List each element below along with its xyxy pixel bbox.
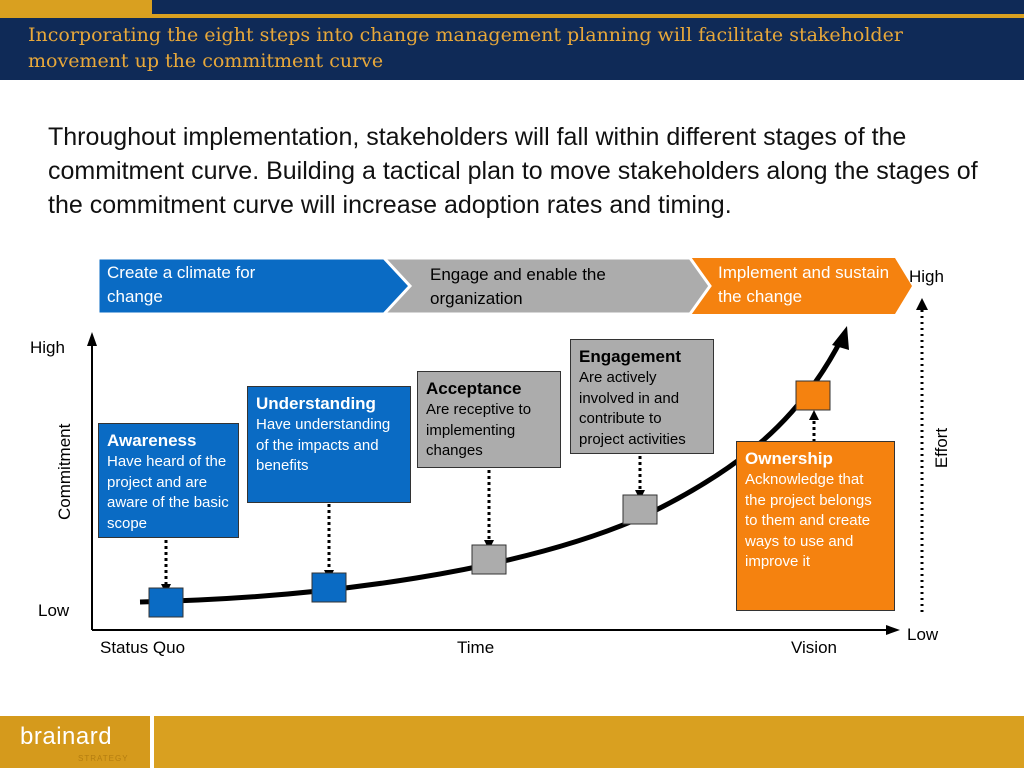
stage-box-acceptance [417, 371, 561, 468]
stage-description: Have heard of the project and are aware of the basic scope [107, 453, 229, 532]
y-axis-high-label: High [30, 338, 65, 357]
stage-description: Are receptive to implementing changes [426, 401, 532, 459]
effort-axis-title: Effort [932, 427, 951, 469]
stage-title: Understanding [256, 394, 376, 413]
brand-logo: brainard [20, 723, 113, 750]
y-axis-low-label: Low [38, 601, 70, 620]
phase-label-2: Engage and enable the organization [430, 265, 606, 308]
stage-box-understanding [247, 386, 411, 503]
x-axis-start-label: Status Quo [100, 638, 186, 657]
marker-acceptance [472, 545, 506, 574]
marker-ownership [796, 381, 830, 410]
slide-title: Incorporating the eight steps into change management planning will facilitate stakeholder movement up the commitment curve [28, 24, 903, 72]
marker-engagement [623, 495, 657, 524]
stage-title: Acceptance [426, 379, 522, 398]
y-axis-title: Commitment [55, 423, 74, 520]
marker-understanding [312, 573, 346, 602]
x-axis-end-label: Vision [791, 638, 837, 657]
stage-box-awareness [98, 423, 239, 538]
stage-title: Ownership [745, 449, 833, 468]
curve-arrowhead [832, 326, 849, 350]
intro-paragraph: Throughout implementation, stakeholders will fall within different stages of the commitment curve. Building a tactical plan to move stakeholders along the stages of the commitment curve will increase adoption rates and timing. [48, 123, 978, 219]
stage-description: Acknowledge that the project belongs to them and create ways to use and improve it [745, 471, 872, 570]
connector-ownership-arrowhead [809, 410, 819, 420]
phase-label-3: Implement and sustain the change [718, 263, 890, 306]
stage-description: Are actively involved in and contribute to project activities [579, 369, 686, 448]
stage-box-ownership [736, 441, 895, 611]
stage-box-engagement [570, 339, 714, 454]
y-axis-arrowhead [87, 332, 97, 346]
effort-low-label: Low [907, 625, 939, 644]
stage-title: Awareness [107, 431, 197, 450]
marker-awareness [149, 588, 183, 617]
brand-logo-subtitle: STRATEGY [78, 754, 129, 763]
stage-title: Engagement [579, 347, 682, 366]
x-axis-title: Time [457, 638, 495, 657]
phase-label-1: Create a climate for change [107, 263, 256, 306]
stage-description: Have understanding of the impacts and benefits [256, 416, 391, 474]
effort-high-label: High [909, 267, 944, 286]
x-axis-arrowhead [886, 625, 900, 635]
effort-axis-arrowhead [916, 298, 928, 310]
